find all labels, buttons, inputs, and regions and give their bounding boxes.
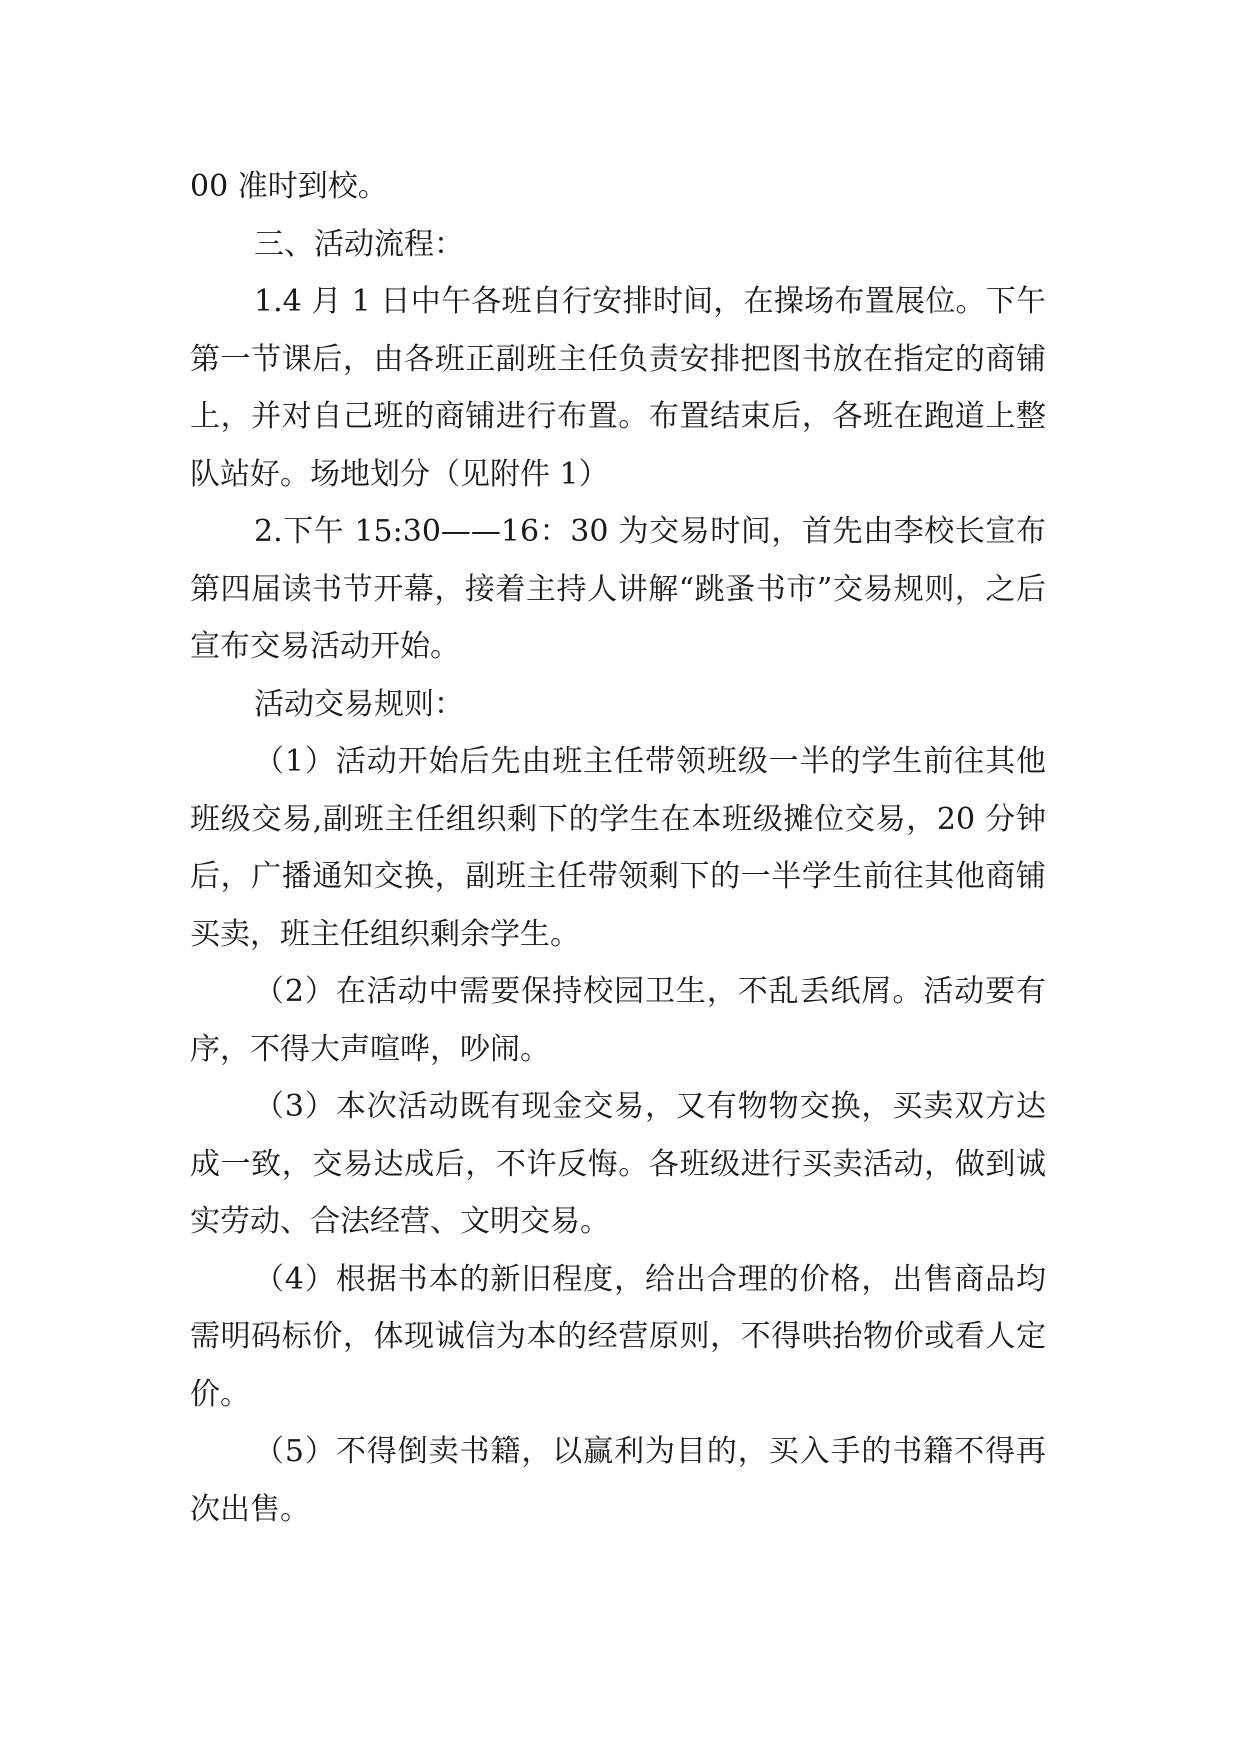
paragraph-step-1: 1.4 月 1 日中午各班自行安排时间，在操场布置展位。下午第一节课后，由各班正副班主任负责安排把图书放在指定的商铺上，并对自己班的商铺进行布置。布置结束后，各班在跑道上整队站好。场地划分（见附件 1） [190, 284, 1046, 492]
rule-4: （4）根据书本的新旧程度，给出合理的价格，出售商品均需明码标价，体现诚信为本的经营原则，不得哄抬物价或看人定价。 [190, 1261, 1046, 1412]
rule-2: （2）在活动中需要保持校园卫生，不乱丢纸屑。活动要有序，不得大声喧哗，吵闹。 [190, 974, 1046, 1067]
document-body [190, 158, 1046, 1538]
paragraph-step-2: 2.下午 15:30——16：30 为交易时间，首先由李校长宣布第四届读书节开幕，接着主持人讲解“跳蚤书市”交易规则，之后宣布交易活动开始。 [190, 514, 1046, 664]
section-heading-activity-process: 三、活动流程： [254, 226, 464, 262]
rule-3: （3）本次活动既有现金交易，又有物物交换，买卖双方达成一致，交易达成后，不许反悔。各班级进行买卖活动，做到诚实劳动、合法经营、文明交易。 [190, 1089, 1046, 1239]
subheading-trading-rules: 活动交易规则： [254, 686, 464, 722]
paragraph-arrival-time: 00 准时到校。 [190, 169, 388, 204]
rule-5: （5）不得倒卖书籍，以赢利为目的，买入手的书籍不得再次出售。 [190, 1434, 1046, 1527]
rule-1: （1）活动开始后先由班主任带领班级一半的学生前往其他班级交易,副班主任组织剩下的学生在本班级摊位交易，20 分钟后，广播通知交换，副班主任带领剩下的一半学生前往其他商铺买卖，班主任组织剩余学生。 [190, 744, 1046, 952]
